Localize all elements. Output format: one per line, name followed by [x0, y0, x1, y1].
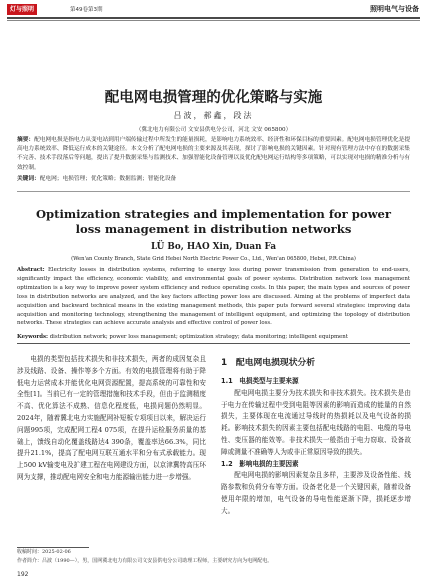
footnote-rule	[17, 547, 89, 548]
header-rule	[7, 17, 420, 19]
en-title-line1: Optimization strategies and implementation for power	[35, 207, 392, 221]
received-date: 收稿时间：2025-02-06	[17, 549, 71, 555]
page-number: 192	[17, 571, 29, 578]
section-1-heading: 1 配电网电损现状分析	[221, 358, 316, 368]
cn-affiliation: （冀北电力有限公司 文安县供电分公司，河北 文安 065800）	[135, 127, 292, 133]
en-keywords	[17, 333, 410, 342]
body-divider	[17, 343, 410, 344]
body-right-column	[221, 354, 411, 544]
cn-abstract-text: 配电网电损是指电力从变电站到用户端传输过程中所发生的能量损耗，是影响电力系统效率、经济性和环保目标的重要因素。配电网电损管理优化是提高电力系统效率、降低运行成本的关键途径。本文分析了配电网电损的主要来源及其表现，探讨了影响电损的关键因素。针对现有管理方法中存在的数据采集不完善、技术手段落后等问题，提出了提升数据采集与监测技术、加强智能化设备管理以及优化配电网运行结构等多项策略，可以实现对电损的精准分析与有效控制。	[17, 137, 410, 171]
en-affiliation: (Wen'an County Branch, State Grid Hebei North Electric Power Co., Ltd., Wen'an 065800, Hebei, P.R.China)	[71, 256, 356, 262]
cn-keywords	[17, 175, 410, 184]
en-title	[0, 207, 427, 237]
header-rule-thin	[7, 20, 420, 21]
body-left-column	[17, 354, 206, 544]
cn-abstract-label: 摘要：	[17, 137, 35, 143]
subsection-1-1-heading: 1.1 电损类型与主要来源	[221, 377, 299, 385]
author-intro: 作者简介：吕波（1990—），男，国网冀北电力有限公司文安县供电分公司助理工程师，主要研究方向为电网配电。	[17, 558, 273, 564]
en-authors: LÜ Bo, HAO Xin, Duan Fa	[150, 242, 277, 252]
subsection-1-2-heading: 1.2 影响电损的主要因素	[221, 459, 299, 468]
abstract-divider	[17, 191, 410, 192]
journal-logo: 灯与照明	[7, 4, 37, 15]
cn-title: 配电网电损管理的优化策略与实施	[104, 89, 323, 106]
en-abstract-label: Abstract:	[17, 267, 45, 273]
subsection-1-2-paragraph: 配电网电损的影响因素复杂且多样，主要涉及设备性能、线路参数和负荷分布等方面。设备老化是一个关键因素，随着设备使用年限的增加，电气设备的导电性能逐渐下降，损耗逐步增大。	[221, 471, 411, 515]
en-abstract	[17, 266, 410, 332]
cn-abstract	[17, 136, 410, 174]
cn-keywords-text: 配电网；电损管理；优化策略；数据监测；智能化设备	[39, 176, 177, 182]
en-keywords-text: distribution network; power loss management; optimization strategy; data monitoring; intelligent equipment	[49, 334, 348, 340]
journal-name: 照明电气与设备	[370, 5, 419, 13]
cn-authors: 吕波，郝鑫，段法	[173, 111, 254, 120]
intro-paragraph: 电损的类型包括技术损失和非技术损失，两者的成因复杂且涉及线路、设备、操作等多个方面。有效的电损管理将有助于降低电力运营成本并能优化电网资源配置，提高系统的可靠性和安全性[1]。当前已有一定的管理措施和技术手段，但由于监测精度不高、优化算法不成熟、信息化程度低，电损问题仍然明显。2024年，随着冀北电力实施配网补短板专项项目以来，解决运行问题995项，完成配网工程4 075项，在提升运检服务质量的基础上，馈线自动化覆盖线路达4 390条，覆盖率达66.3%，同比提升21.1%，提高了配电网互联互通水平和分布式承载能力。现上500 kV输变电及扩建工程在电网建设方面，以京津冀特高压环网为支撑，推动配电网安全和电力能源输出能力进一步增强。	[17, 355, 206, 481]
issue-label: 第49卷第3期	[70, 7, 103, 13]
en-abstract-text: Electricity losses in distribution systems, referring to energy loss during power transmission from generation to end-users, significantly impact the efficiency, economic viability, and environmental goals of power systems. Distribution network loss management optimization is a key way to improve power system efficiency and reduce operating costs. In this paper, the main types and sources of power loss in distribution networks are analyzed, and the key factors affecting power loss are discussed. Aiming at the problems of imperfect data acquisition and backward technical means in the existing management methods, this paper puts forward several strategies: improving data acquisition and monitoring technology, strengthening the management of intelligent equipment, and optimizing the topology of distribution networks. These strategies can achieve accurate analysis and effective control of power loss.	[17, 267, 410, 327]
cn-keywords-label: 关键词：	[17, 176, 40, 182]
en-keywords-label: Keywords:	[17, 334, 48, 340]
en-title-line2: loss management in distribution networks	[75, 222, 352, 236]
page-header	[0, 0, 427, 22]
subsection-1-1-paragraph: 配电网电损主要分为技术损失和非技术损失。技术损失是由于电力在传输过程中受到电阻等因素的影响而造成的能量的自然损失，主要体现在电流通过导线时的热损耗以及电气设备的损耗。影响技术损失的因素主要包括配电线路的电阻、电缆的导电性、变压器的能效等。非技术损失一般指由于电力窃取、设备故障或测量不准确等人为或非正常原因导致的损失。	[221, 388, 411, 456]
